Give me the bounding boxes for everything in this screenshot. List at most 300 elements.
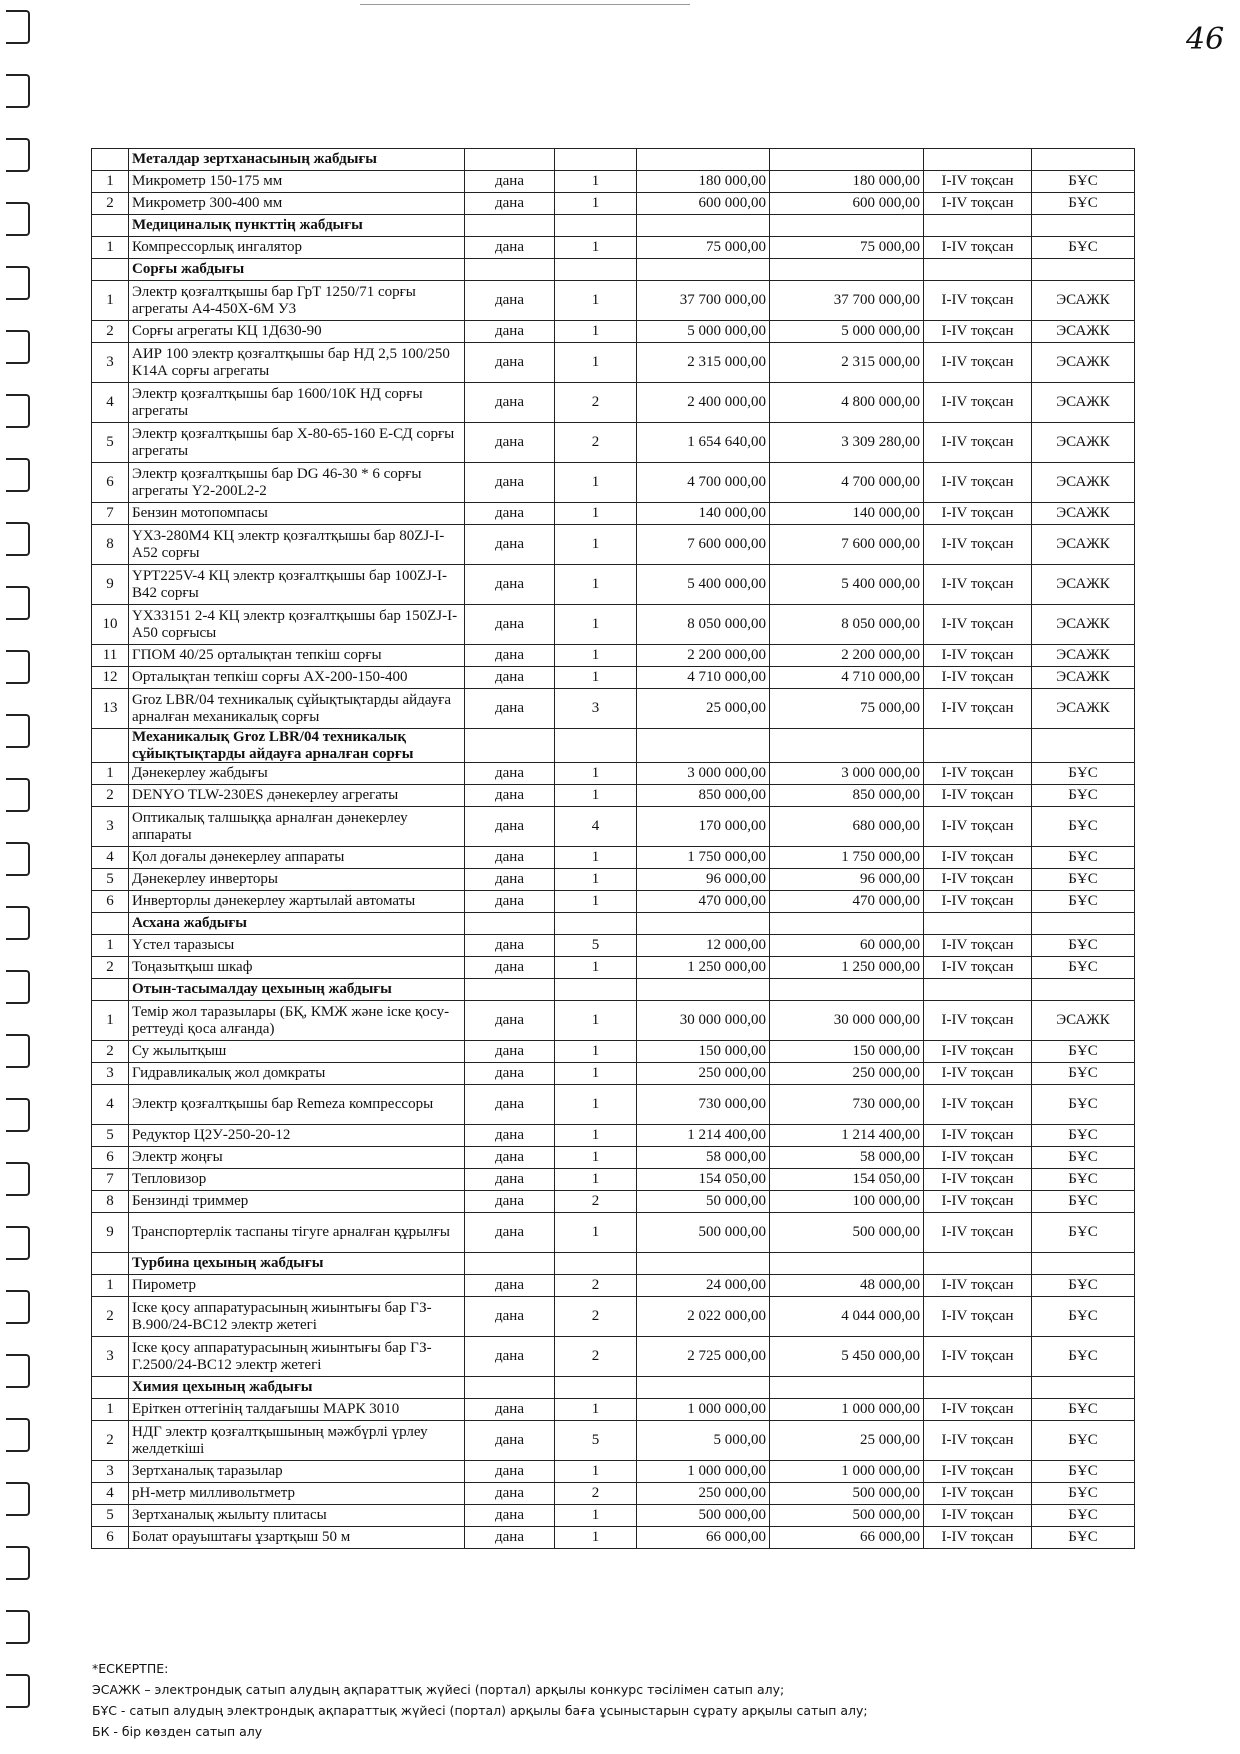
- cell-quarter: I-IV тоқсан: [924, 763, 1032, 785]
- cell-price: 250 000,00: [637, 1483, 770, 1505]
- cell-sum: 500 000,00: [770, 1483, 924, 1505]
- section-row: [92, 215, 1135, 237]
- cell-unit: дана: [465, 423, 555, 463]
- cell-quarter: I-IV тоқсан: [924, 847, 1032, 869]
- cell-no: 9: [92, 1213, 129, 1253]
- table-row: [92, 1421, 1135, 1461]
- cell-unit: дана: [465, 689, 555, 729]
- section-row: [92, 1253, 1135, 1275]
- cell-qty: 2: [555, 1483, 637, 1505]
- cell-price: 500 000,00: [637, 1505, 770, 1527]
- cell-qty: 1: [555, 1169, 637, 1191]
- section-row: [92, 979, 1135, 1001]
- cell-unit: дана: [465, 321, 555, 343]
- cell-source: ЭСАЖК: [1032, 343, 1135, 383]
- cell-no: 2: [92, 1041, 129, 1063]
- section-row: [92, 259, 1135, 281]
- cell-no: 2: [92, 321, 129, 343]
- cell-name: Тоңазытқыш шкаф: [129, 957, 465, 979]
- cell-no: [92, 729, 129, 763]
- cell-qty: 1: [555, 321, 637, 343]
- cell-empty: [465, 979, 555, 1001]
- binder-ring: [6, 1226, 30, 1260]
- cell-qty: 1: [555, 847, 637, 869]
- section-row: [92, 729, 1135, 763]
- cell-sum: 4 800 000,00: [770, 383, 924, 423]
- cell-no: 2: [92, 193, 129, 215]
- cell-sum: 4 710 000,00: [770, 667, 924, 689]
- cell-no: 3: [92, 1337, 129, 1377]
- cell-quarter: I-IV тоқсан: [924, 1421, 1032, 1461]
- table-row: [92, 1505, 1135, 1527]
- cell-name: Электр қозғалтқышы бар Remeza компрессоры: [129, 1085, 465, 1125]
- cell-sum: 600 000,00: [770, 193, 924, 215]
- cell-name: Іске қосу аппаратурасының жиынтығы бар ГЗ-Г.2500/24-ВС12 электр жетегі: [129, 1337, 465, 1377]
- cell-sum: 1 000 000,00: [770, 1461, 924, 1483]
- section-title: Турбина цехының жабдығы: [129, 1253, 465, 1275]
- cell-no: 3: [92, 1461, 129, 1483]
- cell-sum: 8 050 000,00: [770, 605, 924, 645]
- cell-sum: 2 200 000,00: [770, 645, 924, 667]
- cell-quarter: I-IV тоқсан: [924, 321, 1032, 343]
- binder-ring: [6, 1674, 30, 1708]
- notes-header: *ЕСКЕРТПЕ:: [92, 1661, 169, 1676]
- cell-sum: 96 000,00: [770, 869, 924, 891]
- note-line: БК - бір көзден сатып алу: [92, 1724, 263, 1739]
- cell-no: 8: [92, 1191, 129, 1213]
- page-number: 46: [1186, 22, 1225, 57]
- binder-ring: [6, 458, 30, 492]
- cell-name: Компрессорлық ингалятор: [129, 237, 465, 259]
- procurement-table: [91, 148, 1135, 1549]
- cell-no: 5: [92, 869, 129, 891]
- cell-name: Бензин мотопомпасы: [129, 503, 465, 525]
- cell-name: Орталықтан тепкіш сорғы АХ-200-150-400: [129, 667, 465, 689]
- cell-source: БҰС: [1032, 1297, 1135, 1337]
- table-row: [92, 1337, 1135, 1377]
- cell-unit: дана: [465, 847, 555, 869]
- cell-qty: 1: [555, 645, 637, 667]
- cell-unit: дана: [465, 891, 555, 913]
- cell-price: 140 000,00: [637, 503, 770, 525]
- table-row: [92, 171, 1135, 193]
- cell-qty: 1: [555, 1085, 637, 1125]
- cell-name: Еріткен оттегінің талдағышы МАРК 3010: [129, 1399, 465, 1421]
- cell-unit: дана: [465, 525, 555, 565]
- table-row: [92, 645, 1135, 667]
- table-row: [92, 689, 1135, 729]
- cell-empty: [1032, 913, 1135, 935]
- section-title: Сорғы жабдығы: [129, 259, 465, 281]
- binder-ring: [6, 1546, 30, 1580]
- cell-name: Болат орауыштағы ұзартқыш 50 м: [129, 1527, 465, 1549]
- cell-quarter: I-IV тоқсан: [924, 1085, 1032, 1125]
- table-row: [92, 1041, 1135, 1063]
- cell-no: 7: [92, 1169, 129, 1191]
- cell-empty: [1032, 215, 1135, 237]
- cell-unit: дана: [465, 1483, 555, 1505]
- cell-quarter: I-IV тоқсан: [924, 1275, 1032, 1297]
- cell-quarter: I-IV тоқсан: [924, 1191, 1032, 1213]
- cell-name: Қол доғалы дәнекерлеу аппараты: [129, 847, 465, 869]
- table-row: [92, 869, 1135, 891]
- cell-sum: 5 000 000,00: [770, 321, 924, 343]
- cell-source: ЭСАЖК: [1032, 525, 1135, 565]
- cell-name: Электр қозғалтқышы бар Х-80-65-160 Е-СД сорғы агрегаты: [129, 423, 465, 463]
- cell-price: 180 000,00: [637, 171, 770, 193]
- cell-qty: 1: [555, 565, 637, 605]
- binder-ring: [6, 394, 30, 428]
- cell-source: БҰС: [1032, 1125, 1135, 1147]
- cell-source: БҰС: [1032, 1461, 1135, 1483]
- cell-unit: дана: [465, 1399, 555, 1421]
- cell-source: БҰС: [1032, 1085, 1135, 1125]
- cell-unit: дана: [465, 281, 555, 321]
- cell-quarter: I-IV тоқсан: [924, 1213, 1032, 1253]
- cell-unit: дана: [465, 667, 555, 689]
- cell-name: Су жылытқыш: [129, 1041, 465, 1063]
- cell-name: Тепловизор: [129, 1169, 465, 1191]
- cell-price: 1 654 640,00: [637, 423, 770, 463]
- cell-qty: 1: [555, 281, 637, 321]
- cell-price: 12 000,00: [637, 935, 770, 957]
- cell-source: БҰС: [1032, 1399, 1135, 1421]
- cell-sum: 150 000,00: [770, 1041, 924, 1063]
- cell-source: БҰС: [1032, 847, 1135, 869]
- cell-sum: 180 000,00: [770, 171, 924, 193]
- cell-no: 3: [92, 1063, 129, 1085]
- table-row: [92, 463, 1135, 503]
- cell-empty: [770, 149, 924, 171]
- cell-no: 12: [92, 667, 129, 689]
- cell-name: YX33151 2-4 КЦ электр қозғалтқышы бар 150ZJ-I-A50 сорғысы: [129, 605, 465, 645]
- table-row: [92, 343, 1135, 383]
- table-row: [92, 1063, 1135, 1085]
- cell-no: 4: [92, 1085, 129, 1125]
- cell-qty: 2: [555, 1191, 637, 1213]
- cell-price: 2 315 000,00: [637, 343, 770, 383]
- cell-quarter: I-IV тоқсан: [924, 1505, 1032, 1527]
- cell-unit: дана: [465, 383, 555, 423]
- cell-unit: дана: [465, 503, 555, 525]
- binder-ring: [6, 970, 30, 1004]
- cell-quarter: I-IV тоқсан: [924, 237, 1032, 259]
- cell-price: 150 000,00: [637, 1041, 770, 1063]
- cell-empty: [1032, 259, 1135, 281]
- cell-name: Микрометр 300-400 мм: [129, 193, 465, 215]
- cell-empty: [770, 979, 924, 1001]
- cell-price: 1 000 000,00: [637, 1461, 770, 1483]
- cell-empty: [555, 259, 637, 281]
- section-title: Отын-тасымалдау цехының жабдығы: [129, 979, 465, 1001]
- cell-name: Сорғы агрегаты КЦ 1Д630-90: [129, 321, 465, 343]
- cell-unit: дана: [465, 1085, 555, 1125]
- cell-unit: дана: [465, 1001, 555, 1041]
- cell-price: 1 250 000,00: [637, 957, 770, 979]
- section-row: [92, 913, 1135, 935]
- cell-source: ЭСАЖК: [1032, 645, 1135, 667]
- cell-no: 2: [92, 957, 129, 979]
- cell-source: ЭСАЖК: [1032, 281, 1135, 321]
- cell-qty: 5: [555, 1421, 637, 1461]
- cell-qty: 2: [555, 1275, 637, 1297]
- cell-no: 1: [92, 1399, 129, 1421]
- table-row: [92, 1461, 1135, 1483]
- table-row: [92, 891, 1135, 913]
- cell-name: Үстел таразысы: [129, 935, 465, 957]
- cell-qty: 1: [555, 171, 637, 193]
- section-title: Асхана жабдығы: [129, 913, 465, 935]
- cell-quarter: I-IV тоқсан: [924, 193, 1032, 215]
- cell-sum: 4 700 000,00: [770, 463, 924, 503]
- cell-sum: 100 000,00: [770, 1191, 924, 1213]
- cell-name: Микрометр 150-175 мм: [129, 171, 465, 193]
- table-row: [92, 605, 1135, 645]
- cell-empty: [924, 215, 1032, 237]
- cell-price: 500 000,00: [637, 1213, 770, 1253]
- cell-unit: дана: [465, 565, 555, 605]
- table-row: [92, 1147, 1135, 1169]
- cell-unit: дана: [465, 1169, 555, 1191]
- binder-ring: [6, 1418, 30, 1452]
- cell-quarter: I-IV тоқсан: [924, 281, 1032, 321]
- cell-price: 75 000,00: [637, 237, 770, 259]
- table-row: [92, 1527, 1135, 1549]
- cell-qty: 1: [555, 1041, 637, 1063]
- cell-name: Дәнекерлеу инверторы: [129, 869, 465, 891]
- cell-price: 470 000,00: [637, 891, 770, 913]
- cell-source: БҰС: [1032, 1337, 1135, 1377]
- cell-source: БҰС: [1032, 1191, 1135, 1213]
- cell-source: БҰС: [1032, 807, 1135, 847]
- table-row: [92, 1399, 1135, 1421]
- cell-price: 58 000,00: [637, 1147, 770, 1169]
- binder-ring: [6, 138, 30, 172]
- cell-name: Дәнекерлеу жабдығы: [129, 763, 465, 785]
- cell-price: 66 000,00: [637, 1527, 770, 1549]
- cell-empty: [924, 149, 1032, 171]
- cell-price: 25 000,00: [637, 689, 770, 729]
- cell-quarter: I-IV тоқсан: [924, 1483, 1032, 1505]
- cell-qty: 1: [555, 525, 637, 565]
- cell-qty: 1: [555, 1125, 637, 1147]
- cell-source: БҰС: [1032, 1147, 1135, 1169]
- cell-no: [92, 1253, 129, 1275]
- cell-empty: [1032, 979, 1135, 1001]
- cell-source: БҰС: [1032, 1527, 1135, 1549]
- cell-empty: [555, 149, 637, 171]
- cell-price: 600 000,00: [637, 193, 770, 215]
- cell-source: ЭСАЖК: [1032, 383, 1135, 423]
- binder-ring: [6, 586, 30, 620]
- note-line: ЭСАЖК – электрондық сатып алудың ақпараттық жүйесі (портал) арқылы конкурс тәсілімен сатып алу;: [92, 1682, 785, 1697]
- cell-qty: 1: [555, 343, 637, 383]
- cell-no: [92, 149, 129, 171]
- table-row: [92, 321, 1135, 343]
- cell-empty: [924, 1377, 1032, 1399]
- cell-source: БҰС: [1032, 1275, 1135, 1297]
- cell-no: 3: [92, 343, 129, 383]
- table-row: [92, 847, 1135, 869]
- cell-sum: 140 000,00: [770, 503, 924, 525]
- cell-qty: 1: [555, 1001, 637, 1041]
- cell-sum: 58 000,00: [770, 1147, 924, 1169]
- cell-source: БҰС: [1032, 1169, 1135, 1191]
- table-row: [92, 935, 1135, 957]
- cell-no: 5: [92, 423, 129, 463]
- cell-source: ЭСАЖК: [1032, 503, 1135, 525]
- scan-top-line: [360, 4, 690, 5]
- cell-price: 1 750 000,00: [637, 847, 770, 869]
- cell-sum: 25 000,00: [770, 1421, 924, 1461]
- cell-name: Зертханалық таразылар: [129, 1461, 465, 1483]
- cell-sum: 37 700 000,00: [770, 281, 924, 321]
- cell-price: 4 710 000,00: [637, 667, 770, 689]
- cell-quarter: I-IV тоқсан: [924, 689, 1032, 729]
- cell-empty: [637, 1253, 770, 1275]
- cell-empty: [637, 1377, 770, 1399]
- table-row: [92, 565, 1135, 605]
- cell-sum: 680 000,00: [770, 807, 924, 847]
- cell-quarter: I-IV тоқсан: [924, 1297, 1032, 1337]
- cell-name: Оптикалық талшыққа арналған дәнекерлеу аппараты: [129, 807, 465, 847]
- cell-price: 2 400 000,00: [637, 383, 770, 423]
- cell-quarter: I-IV тоқсан: [924, 565, 1032, 605]
- cell-quarter: I-IV тоқсан: [924, 1041, 1032, 1063]
- cell-quarter: I-IV тоқсан: [924, 605, 1032, 645]
- cell-no: 13: [92, 689, 129, 729]
- cell-name: YX3-280M4 КЦ электр қозғалтқышы бар 80ZJ-I-A52 сорғы: [129, 525, 465, 565]
- cell-unit: дана: [465, 1421, 555, 1461]
- cell-source: БҰС: [1032, 763, 1135, 785]
- cell-no: 1: [92, 1001, 129, 1041]
- cell-source: БҰС: [1032, 237, 1135, 259]
- cell-empty: [770, 215, 924, 237]
- cell-qty: 1: [555, 869, 637, 891]
- cell-quarter: I-IV тоқсан: [924, 1147, 1032, 1169]
- cell-price: 5 000 000,00: [637, 321, 770, 343]
- cell-no: 2: [92, 785, 129, 807]
- cell-no: 8: [92, 525, 129, 565]
- cell-qty: 4: [555, 807, 637, 847]
- cell-empty: [770, 1253, 924, 1275]
- cell-sum: 1 000 000,00: [770, 1399, 924, 1421]
- cell-quarter: I-IV тоқсан: [924, 645, 1032, 667]
- cell-quarter: I-IV тоқсан: [924, 1461, 1032, 1483]
- cell-no: [92, 215, 129, 237]
- cell-unit: дана: [465, 935, 555, 957]
- cell-sum: 5 450 000,00: [770, 1337, 924, 1377]
- cell-source: ЭСАЖК: [1032, 667, 1135, 689]
- cell-unit: дана: [465, 193, 555, 215]
- cell-unit: дана: [465, 957, 555, 979]
- cell-qty: 1: [555, 503, 637, 525]
- cell-price: 170 000,00: [637, 807, 770, 847]
- cell-sum: 3 309 280,00: [770, 423, 924, 463]
- cell-unit: дана: [465, 1461, 555, 1483]
- binder-ring: [6, 1354, 30, 1388]
- cell-quarter: I-IV тоқсан: [924, 891, 1032, 913]
- cell-empty: [465, 729, 555, 763]
- cell-no: 6: [92, 1147, 129, 1169]
- cell-sum: 2 315 000,00: [770, 343, 924, 383]
- cell-no: 1: [92, 281, 129, 321]
- cell-name: YPT225V-4 КЦ электр қозғалтқышы бар 100ZJ-I-B42 сорғы: [129, 565, 465, 605]
- section-title: Металдар зертханасының жабдығы: [129, 149, 465, 171]
- table-row: [92, 1191, 1135, 1213]
- cell-empty: [924, 729, 1032, 763]
- cell-no: 4: [92, 383, 129, 423]
- cell-name: pH-метр милливольтметр: [129, 1483, 465, 1505]
- cell-no: 1: [92, 1275, 129, 1297]
- cell-price: 1 214 400,00: [637, 1125, 770, 1147]
- cell-quarter: I-IV тоқсан: [924, 383, 1032, 423]
- cell-unit: дана: [465, 1527, 555, 1549]
- cell-source: БҰС: [1032, 957, 1135, 979]
- cell-price: 850 000,00: [637, 785, 770, 807]
- cell-name: АИР 100 электр қозғалтқышы бар НД 2,5 100/250 К14А сорғы агрегаты: [129, 343, 465, 383]
- cell-name: Инверторлы дәнекерлеу жартылай автоматы: [129, 891, 465, 913]
- cell-empty: [465, 1253, 555, 1275]
- cell-sum: 730 000,00: [770, 1085, 924, 1125]
- cell-no: [92, 259, 129, 281]
- cell-quarter: I-IV тоқсан: [924, 463, 1032, 503]
- binder-ring: [6, 906, 30, 940]
- section-title: Медициналық пункттің жабдығы: [129, 215, 465, 237]
- cell-empty: [770, 913, 924, 935]
- cell-quarter: I-IV тоқсан: [924, 171, 1032, 193]
- cell-sum: 4 044 000,00: [770, 1297, 924, 1337]
- cell-no: 4: [92, 1483, 129, 1505]
- cell-price: 2 200 000,00: [637, 645, 770, 667]
- cell-unit: дана: [465, 645, 555, 667]
- cell-name: Транспортерлік таспаны тігуге арналған құрылғы: [129, 1213, 465, 1253]
- cell-empty: [770, 259, 924, 281]
- binder-ring: [6, 1034, 30, 1068]
- cell-qty: 1: [555, 1147, 637, 1169]
- cell-source: ЭСАЖК: [1032, 321, 1135, 343]
- binder-ring: [6, 266, 30, 300]
- cell-price: 37 700 000,00: [637, 281, 770, 321]
- cell-price: 250 000,00: [637, 1063, 770, 1085]
- cell-empty: [555, 913, 637, 935]
- cell-quarter: I-IV тоқсан: [924, 423, 1032, 463]
- cell-price: 5 000,00: [637, 1421, 770, 1461]
- cell-qty: 1: [555, 1527, 637, 1549]
- cell-unit: дана: [465, 237, 555, 259]
- table-row: [92, 383, 1135, 423]
- cell-qty: 1: [555, 1213, 637, 1253]
- cell-unit: дана: [465, 1147, 555, 1169]
- binder-ring: [6, 650, 30, 684]
- cell-name: Groz LBR/04 техникалық сұйықтықтарды айдауға арналған механикалық сорғы: [129, 689, 465, 729]
- cell-price: 30 000 000,00: [637, 1001, 770, 1041]
- cell-quarter: I-IV тоқсан: [924, 1527, 1032, 1549]
- cell-qty: 1: [555, 763, 637, 785]
- cell-name: DENYO TLW-230ES дәнекерлеу агрегаты: [129, 785, 465, 807]
- cell-empty: [637, 729, 770, 763]
- cell-quarter: I-IV тоқсан: [924, 1001, 1032, 1041]
- cell-qty: 2: [555, 383, 637, 423]
- cell-qty: 1: [555, 957, 637, 979]
- cell-source: ЭСАЖК: [1032, 565, 1135, 605]
- cell-quarter: I-IV тоқсан: [924, 1399, 1032, 1421]
- cell-empty: [770, 1377, 924, 1399]
- section-row: [92, 149, 1135, 171]
- cell-price: 24 000,00: [637, 1275, 770, 1297]
- notes: [92, 1658, 868, 1742]
- cell-sum: 48 000,00: [770, 1275, 924, 1297]
